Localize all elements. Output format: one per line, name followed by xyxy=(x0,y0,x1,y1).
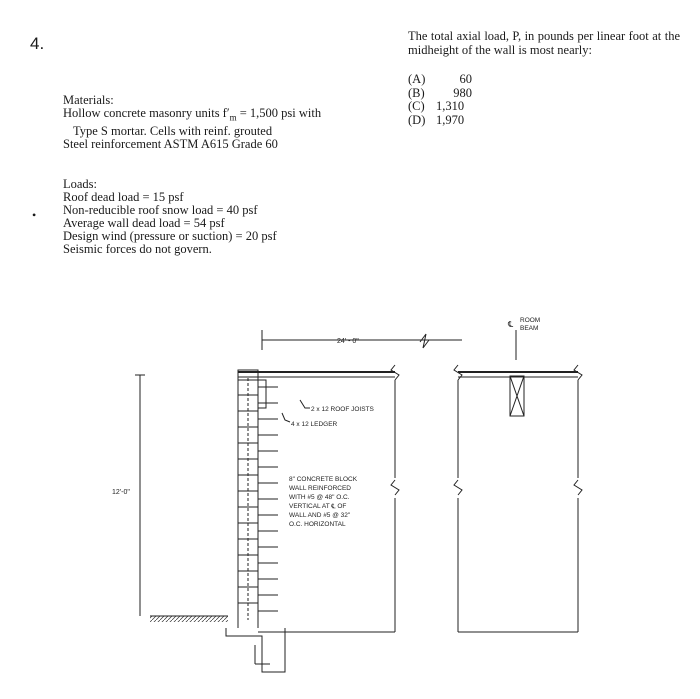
choice-label: (D) xyxy=(408,112,426,127)
leader-line xyxy=(282,413,290,422)
choice-label: (C) xyxy=(408,99,425,113)
ground-hatch xyxy=(150,616,228,622)
stray-mark: • xyxy=(32,208,37,222)
materials-heading: Materials: xyxy=(63,93,114,107)
fm-subscript: m xyxy=(229,112,237,123)
materials-masonry: Hollow concrete masonry units $f'_m = 1,500$ psi with Type S mortar. Cells with reinf. grouted xyxy=(63,106,322,138)
load-item: Seismic forces do not govern. xyxy=(63,241,212,256)
problem-number: 4. xyxy=(30,34,45,53)
wall-note-line: VERTICAL AT ℄ OF xyxy=(289,503,347,510)
wall-note-line: O.C. HORIZONTAL xyxy=(289,521,346,528)
materials-masonry-text: Hollow concrete masonry units f xyxy=(63,106,227,120)
beam-bay xyxy=(454,365,582,632)
choice-value: 1,970 xyxy=(436,112,465,127)
loads-heading: Loads: xyxy=(63,176,98,191)
choice-label: (B) xyxy=(408,85,425,100)
centerline-symbol: ℄ xyxy=(508,320,514,329)
ledger-label: 4 x 12 LEDGER xyxy=(291,421,338,428)
load-item: Design wind (pressure or suction) = 20 psf xyxy=(63,228,277,243)
height-dimension-label: 12'-0" xyxy=(112,489,130,496)
beam-label-line1: ROOM xyxy=(520,317,541,324)
materials-steel: Steel reinforcement ASTM A615 Grade 60 xyxy=(63,136,278,151)
masonry-wall xyxy=(238,370,278,628)
footing xyxy=(226,628,285,672)
choice-value: 980 xyxy=(453,85,472,100)
choice-label: (A) xyxy=(408,72,426,86)
leader-line xyxy=(300,400,310,408)
wall-note-line: WITH #5 @ 48" O.C. xyxy=(289,494,350,501)
break-symbol xyxy=(420,334,429,348)
load-item: Roof dead load = 15 psf xyxy=(63,189,184,204)
choice-value: 1,310 xyxy=(436,99,465,113)
ledger xyxy=(258,380,266,408)
choice-value: 60 xyxy=(459,72,472,86)
load-item: Non-reducible roof snow load = 40 psf xyxy=(63,202,258,217)
wall-note-line: WALL AND #5 @ 32" xyxy=(289,512,351,519)
wall-note xyxy=(289,476,358,528)
load-item: Average wall dead load = 54 psf xyxy=(63,215,225,230)
question-text: The total axial load, P, in pounds per linear foot at the midheight of the wall is most nearly: xyxy=(408,29,680,57)
roof-joists-label: 2 x 12 ROOF JOISTS xyxy=(311,406,374,413)
wall-note-line: WALL REINFORCED xyxy=(289,485,351,492)
materials-masonry-rest: = 1,500 psi with Type S mortar. Cells with reinf. grouted xyxy=(73,106,322,138)
span-dimension-label: 24' - 0" xyxy=(337,338,359,345)
wall-note-line: 8" CONCRETE BLOCK xyxy=(289,476,358,483)
beam-label-line2: BEAM xyxy=(520,325,539,332)
